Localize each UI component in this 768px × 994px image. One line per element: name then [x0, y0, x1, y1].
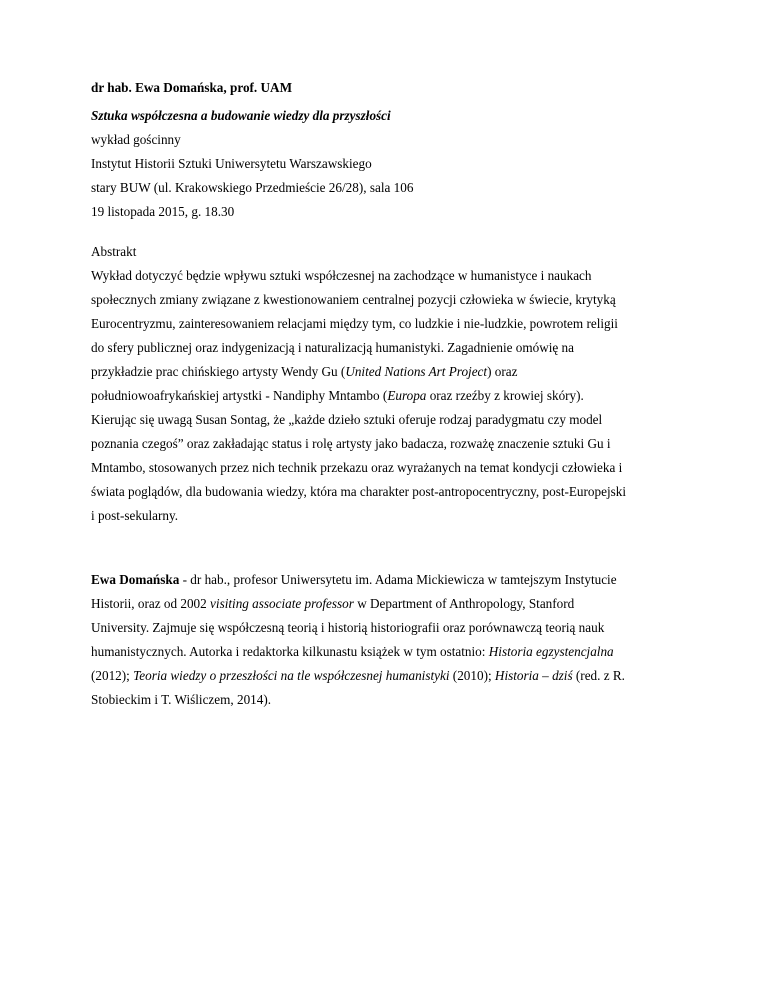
abstract-line: poznania czegoś” oraz zakładając status i rolę artysty jako badacza, rozważę znaczenie sztuki Gu i	[91, 436, 611, 451]
bio-line	[91, 596, 574, 612]
abstract-line: Kierując się uwagą Susan Sontag, że „każde dzieło sztuki oferuje rodzaj paradygmatu czy model	[91, 412, 603, 427]
bio-text: (2012);	[91, 668, 134, 683]
bio-name: Ewa Domańska	[91, 572, 180, 587]
abstract-text: przykładzie prac chińskiego artysty Wendy Gu (	[91, 364, 346, 379]
abstract-text: oraz rzeźby z krowiej skóry).	[426, 388, 584, 403]
abstract-line	[91, 388, 584, 404]
lecture-title: Sztuka współczesna a budowanie wiedzy dla przyszłości	[91, 108, 391, 123]
abstract-line: Eurocentryzmu, zainteresowaniem relacjami między tym, co ludzkie i nie-ludzkie, powrotem religii	[91, 316, 618, 331]
artwork-title: Europa	[387, 388, 427, 403]
bio-line	[91, 668, 625, 684]
bio-line: Stobieckim i T. Wiśliczem, 2014).	[91, 692, 272, 707]
bio-line: University. Zajmuje się współczesną teorią i historią historiografii oraz porównawczą teorią nauk	[91, 620, 605, 635]
bio-text: humanistycznych. Autorka i redaktorka kilkunastu książek w tym ostatnio:	[91, 644, 489, 659]
abstract-line: Wykład dotyczyć będzie wpływu sztuki współczesnej na zachodzące w humanistyce i naukach	[91, 268, 592, 283]
lecture-author: dr hab. Ewa Domańska, prof. UAM	[91, 80, 293, 95]
abstract-line	[91, 364, 517, 380]
bio-text: - dr hab., profesor Uniwersytetu im. Adama Mickiewicza w tamtejszym Instytucie	[179, 572, 617, 587]
bio-position: visiting associate professor	[210, 596, 354, 611]
bio-text: (red. z R.	[572, 668, 625, 683]
abstract-text: południowoafrykańskiej artystki - Nandiphy Mntambo (	[91, 388, 388, 403]
bio-text: Historii, oraz od 2002	[91, 596, 211, 611]
artwork-title: United Nations Art Project	[345, 364, 488, 379]
abstract-line: Mntambo, stosowanych przez nich technik przekazu oraz wyrażanych na temat kondycji człowieka i	[91, 460, 623, 475]
book-title: Historia – dziś	[494, 668, 573, 683]
abstract-heading: Abstrakt	[91, 244, 137, 259]
book-title: Teoria wiedzy o przeszłości na tle współczesnej humanistyki	[133, 668, 450, 683]
bio-text: w Department of Anthropology, Stanford	[353, 596, 575, 611]
lecture-type: wykład gościnny	[91, 132, 181, 147]
abstract-text: ) oraz	[487, 364, 518, 379]
lecture-location: stary BUW (ul. Krakowskiego Przedmieście 26/28), sala 106	[91, 180, 414, 195]
lecture-institute: Instytut Historii Sztuki Uniwersytetu Warszawskiego	[91, 156, 372, 171]
abstract-line: świata poglądów, dla budowania wiedzy, która ma charakter post-antropocentryczny, post-Europejski	[91, 484, 627, 499]
abstract-line: do sfery publicznej oraz indygenizacją i naturalizacją humanistyki. Zagadnienie omówię na	[91, 340, 574, 355]
lecture-datetime: 19 listopada 2015, g. 18.30	[91, 204, 235, 219]
abstract-line: i post-sekularny.	[91, 508, 179, 523]
bio-line	[91, 572, 617, 588]
abstract-line: społecznych zmiany związane z kwestionowaniem centralnej pozycji człowieka w świecie, krytyką	[91, 292, 616, 307]
bio-line	[91, 644, 614, 660]
bio-text: (2010);	[449, 668, 495, 683]
book-title: Historia egzystencjalna	[488, 644, 614, 659]
